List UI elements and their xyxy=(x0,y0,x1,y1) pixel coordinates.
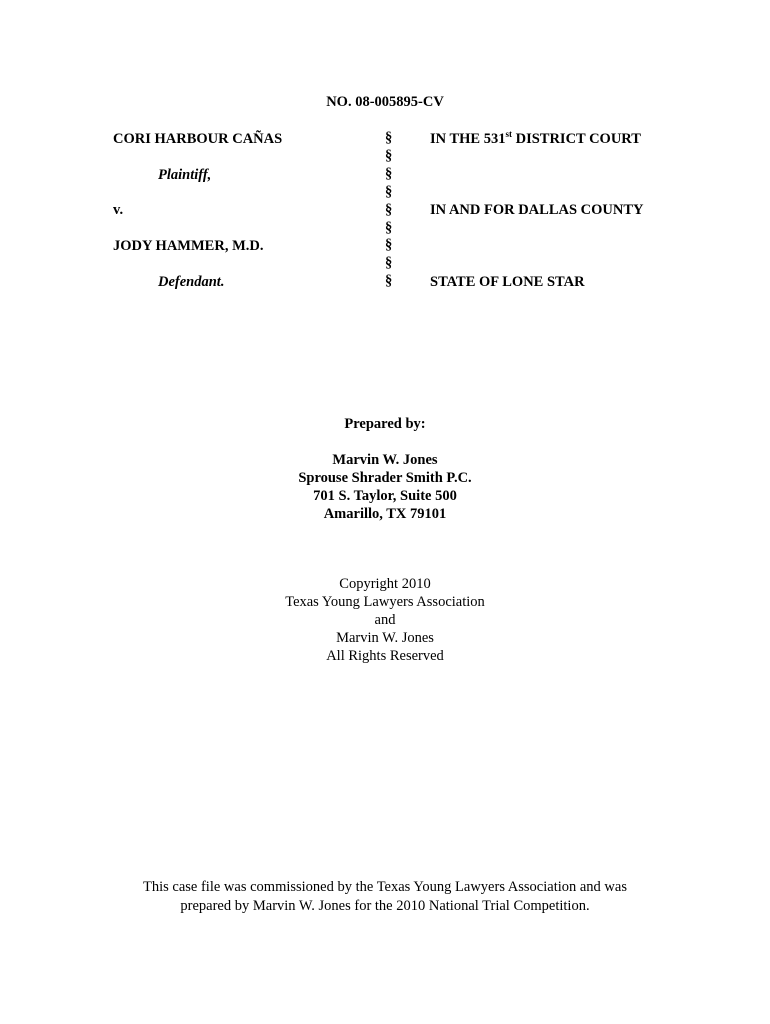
commission-note-line2: prepared by Marvin W. Jones for the 2010 National Trial Competition. xyxy=(180,898,590,914)
section-mark: § xyxy=(385,219,393,236)
section-mark: § xyxy=(385,165,393,182)
copyright-block xyxy=(0,575,770,665)
versus-label: v. xyxy=(113,202,124,218)
section-mark: § xyxy=(385,130,393,146)
case-number: NO. 08-005895-CV xyxy=(326,94,444,110)
court-line-district-suffix: DISTRICT COURT xyxy=(511,131,641,147)
commission-note xyxy=(0,878,770,916)
plaintiff-role: Plaintiff, xyxy=(158,167,212,183)
copyright-line: All Rights Reserved xyxy=(326,648,444,664)
copyright-line: and xyxy=(374,612,396,628)
section-mark: § xyxy=(385,183,393,200)
defendant-name: JODY HAMMER, M.D. xyxy=(113,238,264,254)
section-mark: § xyxy=(385,237,393,254)
commission-note-line1: This case file was commissioned by the Texas Young Lawyers Association and was xyxy=(143,879,627,895)
section-mark: § xyxy=(385,201,393,218)
author-firm: Sprouse Shrader Smith P.C. xyxy=(298,470,472,486)
plaintiff-name: CORI HARBOUR CAÑAS xyxy=(113,131,283,147)
author-address-line2: Amarillo, TX 79101 xyxy=(323,506,447,522)
prepared-by-label: Prepared by: xyxy=(344,416,426,432)
section-mark: § xyxy=(385,255,393,272)
copyright-line: Marvin W. Jones xyxy=(336,630,434,646)
section-marks xyxy=(385,130,392,291)
court-line-county: IN AND FOR DALLAS COUNTY xyxy=(430,202,644,218)
court-line-district xyxy=(430,130,641,148)
section-mark: § xyxy=(385,147,393,164)
court-line-state: STATE OF LONE STAR xyxy=(430,274,585,290)
section-mark: § xyxy=(385,273,393,290)
author-block xyxy=(0,451,770,523)
copyright-line: Copyright 2010 xyxy=(339,576,431,592)
copyright-line: Texas Young Lawyers Association xyxy=(285,594,485,610)
author-name: Marvin W. Jones xyxy=(332,452,438,468)
court-ordinal-suffix: st xyxy=(505,129,512,139)
author-address-line1: 701 S. Taylor, Suite 500 xyxy=(313,488,457,504)
defendant-role: Defendant. xyxy=(158,274,225,290)
court-line-district-prefix: IN THE 531 xyxy=(430,131,506,147)
